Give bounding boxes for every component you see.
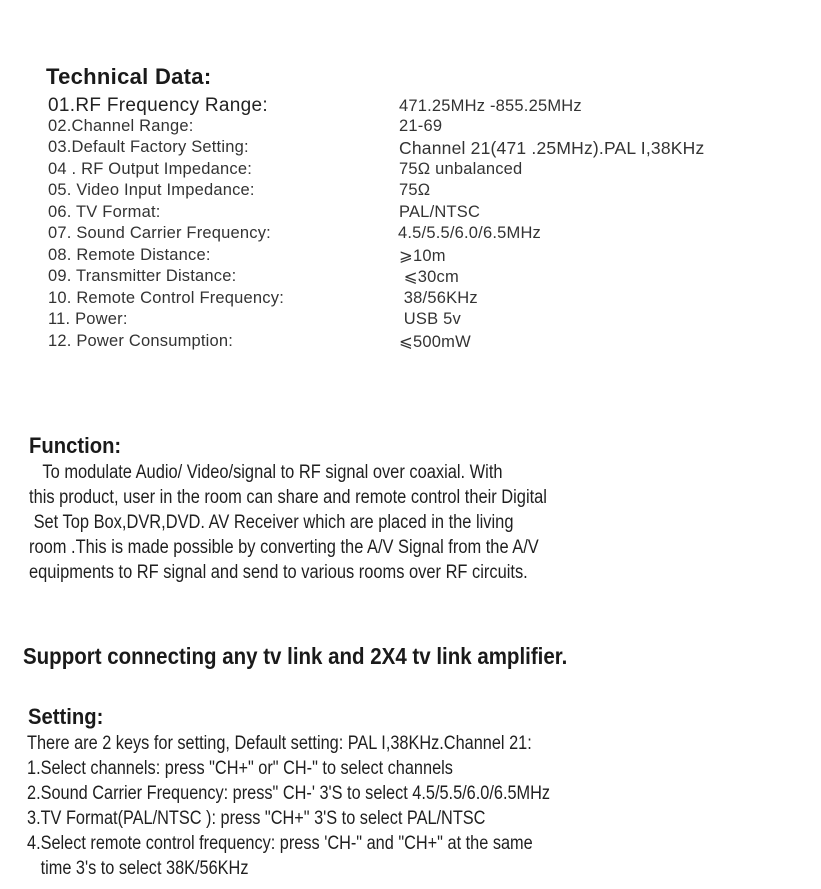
spec-label: 01.RF Frequency Range: [48,95,268,116]
setting-line: There are 2 keys for setting, Default setting: PAL I,38KHz.Channel 21: [27,733,532,754]
function-heading: Function: [29,433,122,458]
function-line: room .This is made possible by converting the A/V Signal from the A/V [29,537,539,558]
spec-label: 02.Channel Range: [48,117,194,135]
spec-value: Channel 21(471 .25MHz).PAL I,38KHz [399,138,705,158]
support-statement: Support connecting any tv link and 2X4 tv link amplifier. [23,643,568,669]
setting-line: 4.Select remote control frequency: press 'CH-" and "CH+" at the same [27,833,533,854]
spec-value: 75Ω [399,181,431,199]
spec-label: 04 . RF Output Impedance: [48,160,253,178]
spec-row-remote-control-frequency [0,289,821,308]
spec-value: ⩽500mW [399,333,471,351]
spec-label: 03.Default Factory Setting: [48,138,249,156]
spec-row-default-factory-setting [0,138,821,157]
setting-line: 3.TV Format(PAL/NTSC ): press "CH+" 3'S to select PAL/NTSC [27,808,486,829]
spec-value: 471.25MHz -855.25MHz [399,97,582,115]
setting-line: time 3's to select 38K/56KHz [27,858,249,879]
spec-row-remote-distance [0,246,821,265]
spec-row-rf-frequency-range [0,95,821,114]
spec-value: 75Ω unbalanced [399,160,523,178]
spec-label: 09. Transmitter Distance: [48,267,237,285]
setting-line: 2.Sound Carrier Frequency: press" CH-' 3'S to select 4.5/5.5/6.0/6.5MHz [27,783,551,804]
spec-value: ⩾10m [399,247,446,265]
spec-label: 06. TV Format: [48,203,161,221]
spec-label: 11. Power: [48,310,128,328]
spec-value: ⩽30cm [399,268,459,286]
spec-label: 08. Remote Distance: [48,246,211,264]
technical-data-heading: Technical Data: [46,64,212,89]
spec-row-rf-output-impedance [0,160,821,179]
setting-heading: Setting: [28,704,104,729]
spec-row-channel-range [0,117,821,136]
spec-label: 07. Sound Carrier Frequency: [48,224,271,242]
function-line: this product, user in the room can share and remote control their Digital [29,487,547,508]
spec-value: 4.5/5.5/6.0/6.5MHz [398,224,542,242]
spec-row-tv-format [0,203,821,222]
spec-label: 05. Video Input Impedance: [48,181,255,199]
spec-value: USB 5v [399,310,461,328]
spec-row-power-consumption [0,332,821,351]
spec-value: 21-69 [399,117,443,135]
spec-value: 38/56KHz [399,289,478,307]
function-line: Set Top Box,DVR,DVD. AV Receiver which are placed in the living [29,512,514,533]
spec-value: PAL/NTSC [399,203,481,221]
spec-label: 10. Remote Control Frequency: [48,289,284,307]
function-line: To modulate Audio/ Video/signal to RF signal over coaxial. With [29,462,503,483]
spec-row-sound-carrier-frequency [0,224,821,243]
spec-row-transmitter-distance [0,267,821,286]
spec-label: 12. Power Consumption: [48,332,234,350]
spec-row-video-input-impedance [0,181,821,200]
setting-line: 1.Select channels: press "CH+" or" CH-" to select channels [27,758,453,779]
function-line: equipments to RF signal and send to various rooms over RF circuits. [29,562,528,583]
spec-row-power [0,310,821,329]
